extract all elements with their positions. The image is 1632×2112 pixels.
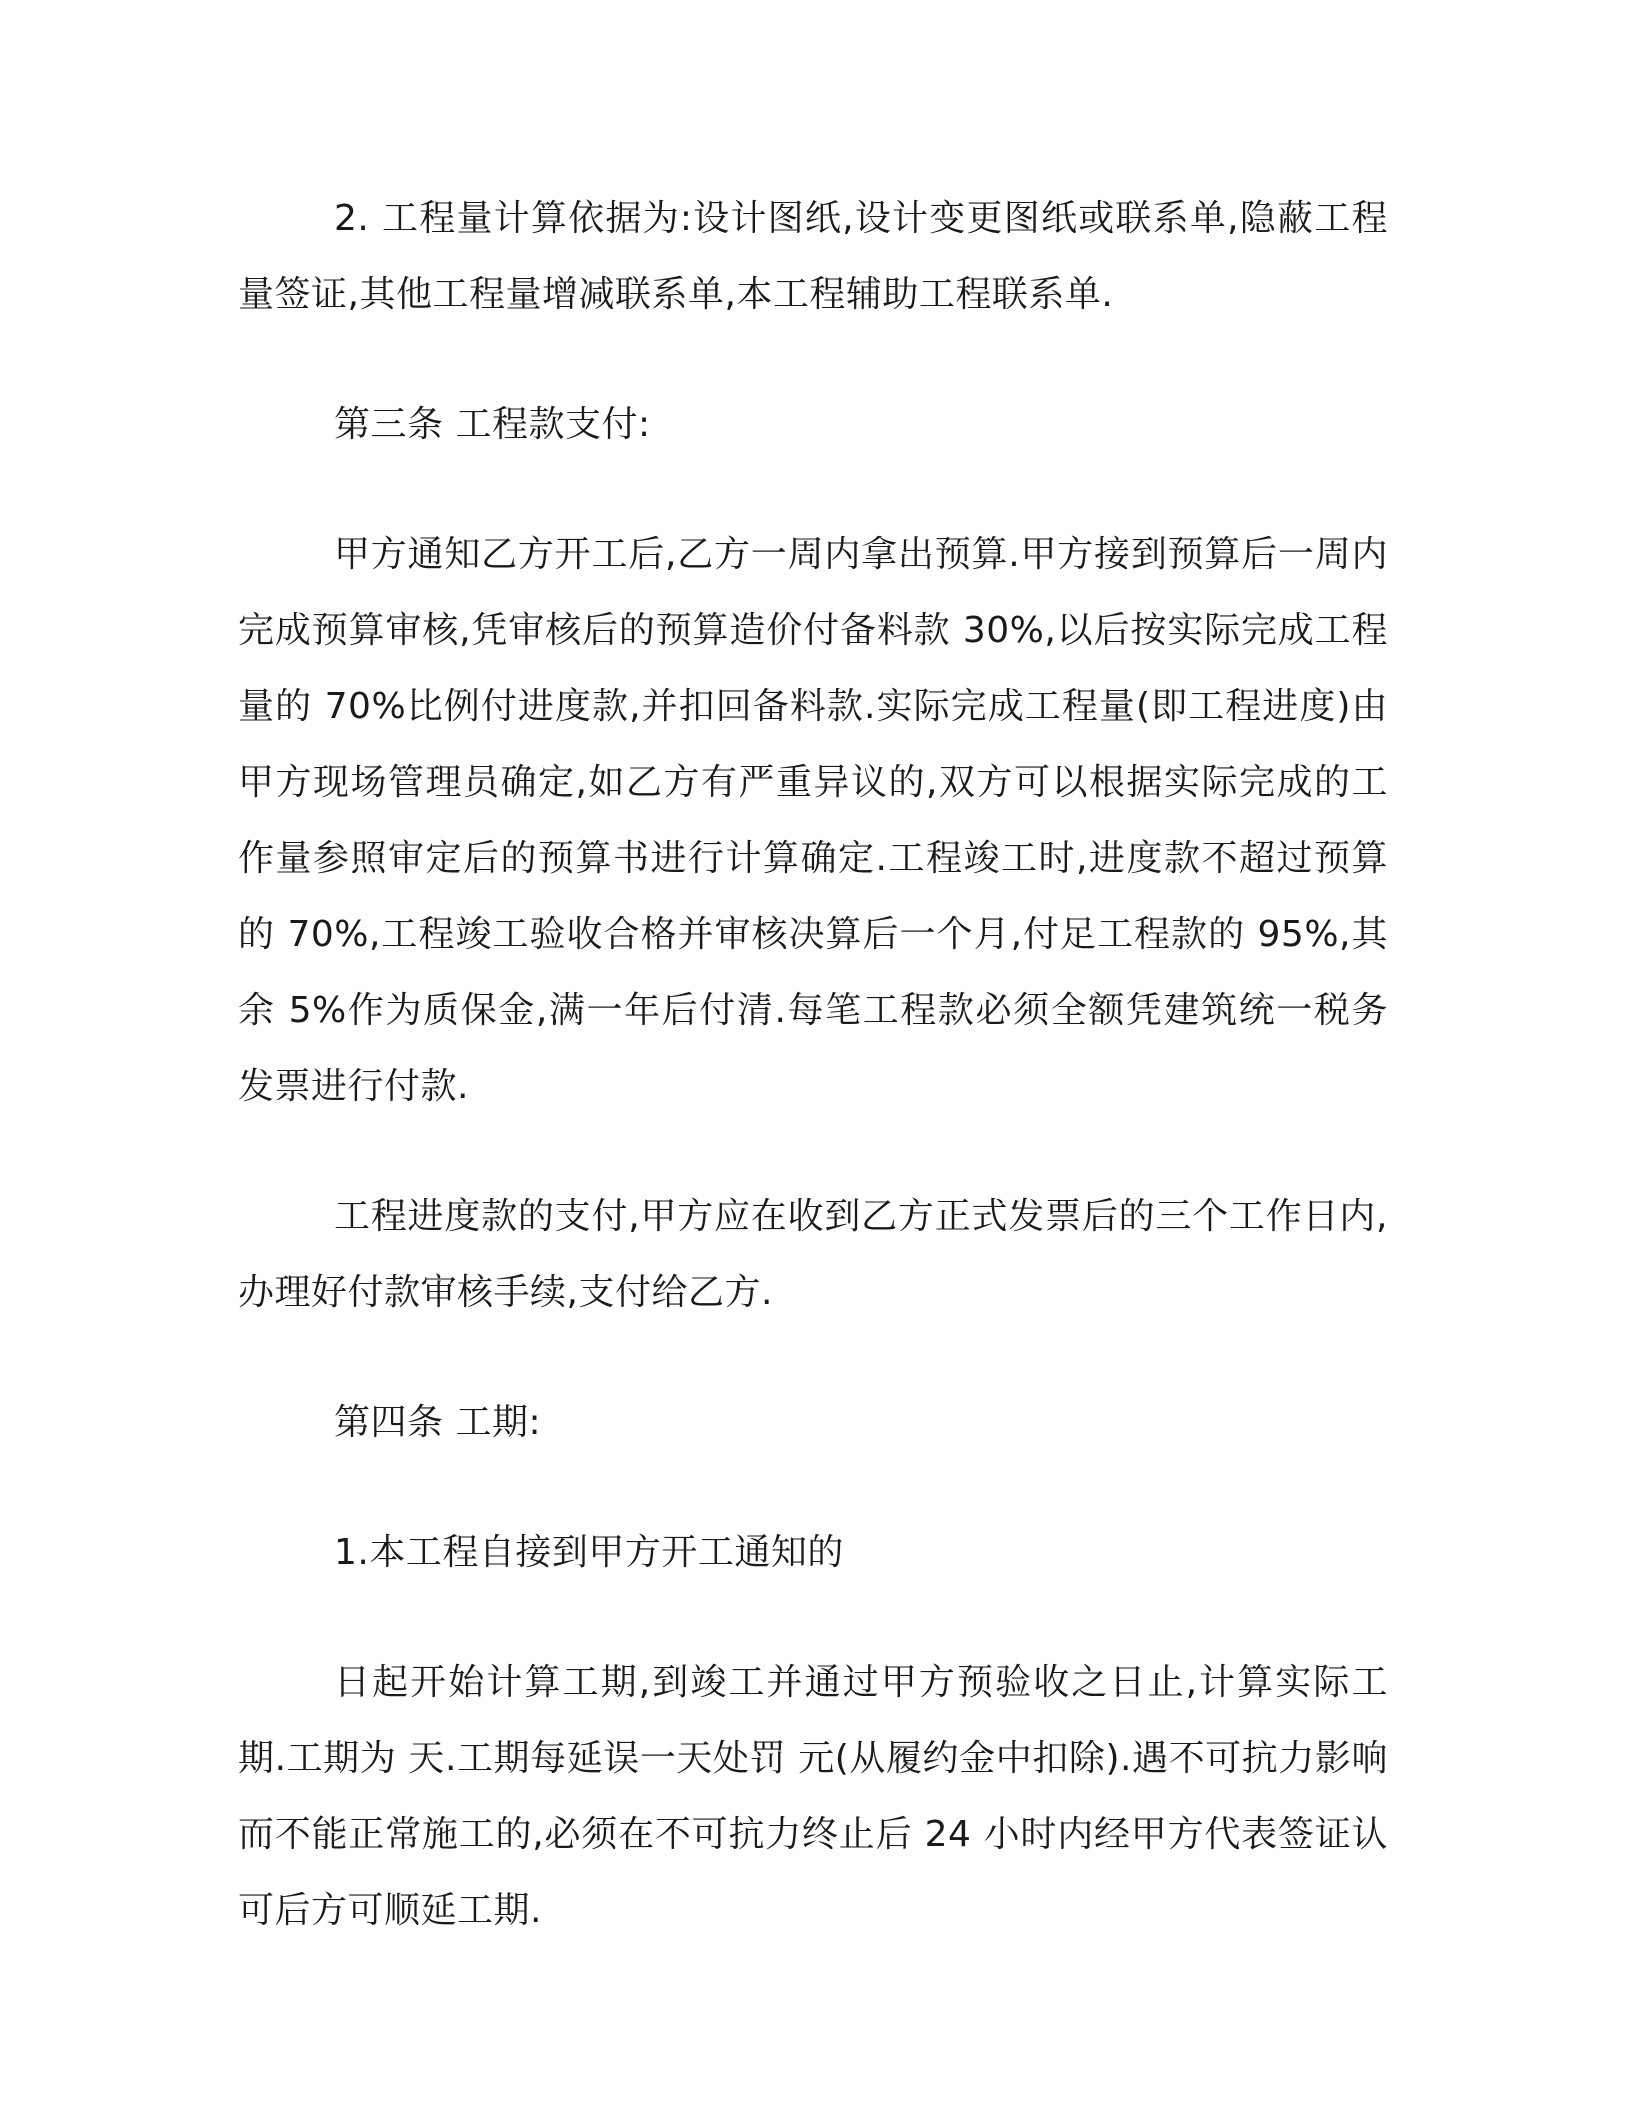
paragraph-payment-terms: 甲方通知乙方开工后,乙方一周内拿出预算.甲方接到预算后一周内完成预算审核,凭审核后的预算造价付备料款 30%,以后按实际完成工程量的 70%比例付进度款,并扣回备料款.实际完成工程量(即工程进度)由甲方现场管理员确定,如乙方有严重异议的,双方可以根据实际完成的工作量参照审定后的预算书进行计算确定.工程竣工时,进度款不超过预算的 70%,工程竣工验收合格并审核决算后一个月,付足工程款的 95%,其余 5%作为质保金,满一年后付清.每笔工程款必须全额凭建筑统一税务发票进行付款. — [238, 534, 1388, 1107]
heading-article-3: 第三条 工程款支付: — [334, 404, 651, 445]
paragraph-schedule-terms: 日起开始计算工期,到竣工并通过甲方预验收之日止,计算实际工期.工期为 天.工期每延误一天处罚 元(从履约金中扣除).遇不可抗力影响而不能正常施工的,必须在不可抗力终止后 24 小时内经甲方代表签证认可后方可顺延工期. — [238, 1662, 1388, 1931]
heading-article-4: 第四条 工期: — [334, 1402, 542, 1443]
document-body — [238, 181, 1388, 2003]
paragraph-progress-payment: 工程进度款的支付,甲方应在收到乙方正式发票后的三个工作日内,办理好付款审核手续,支付给乙方. — [238, 1196, 1388, 1313]
paragraph-schedule-start: 1.本工程自接到甲方开工通知的 — [334, 1532, 844, 1573]
paragraph-quantity-basis: 2. 工程量计算依据为:设计图纸,设计变更图纸或联系单,隐蔽工程量签证,其他工程量增减联系单,本工程辅助工程联系单. — [238, 198, 1388, 315]
